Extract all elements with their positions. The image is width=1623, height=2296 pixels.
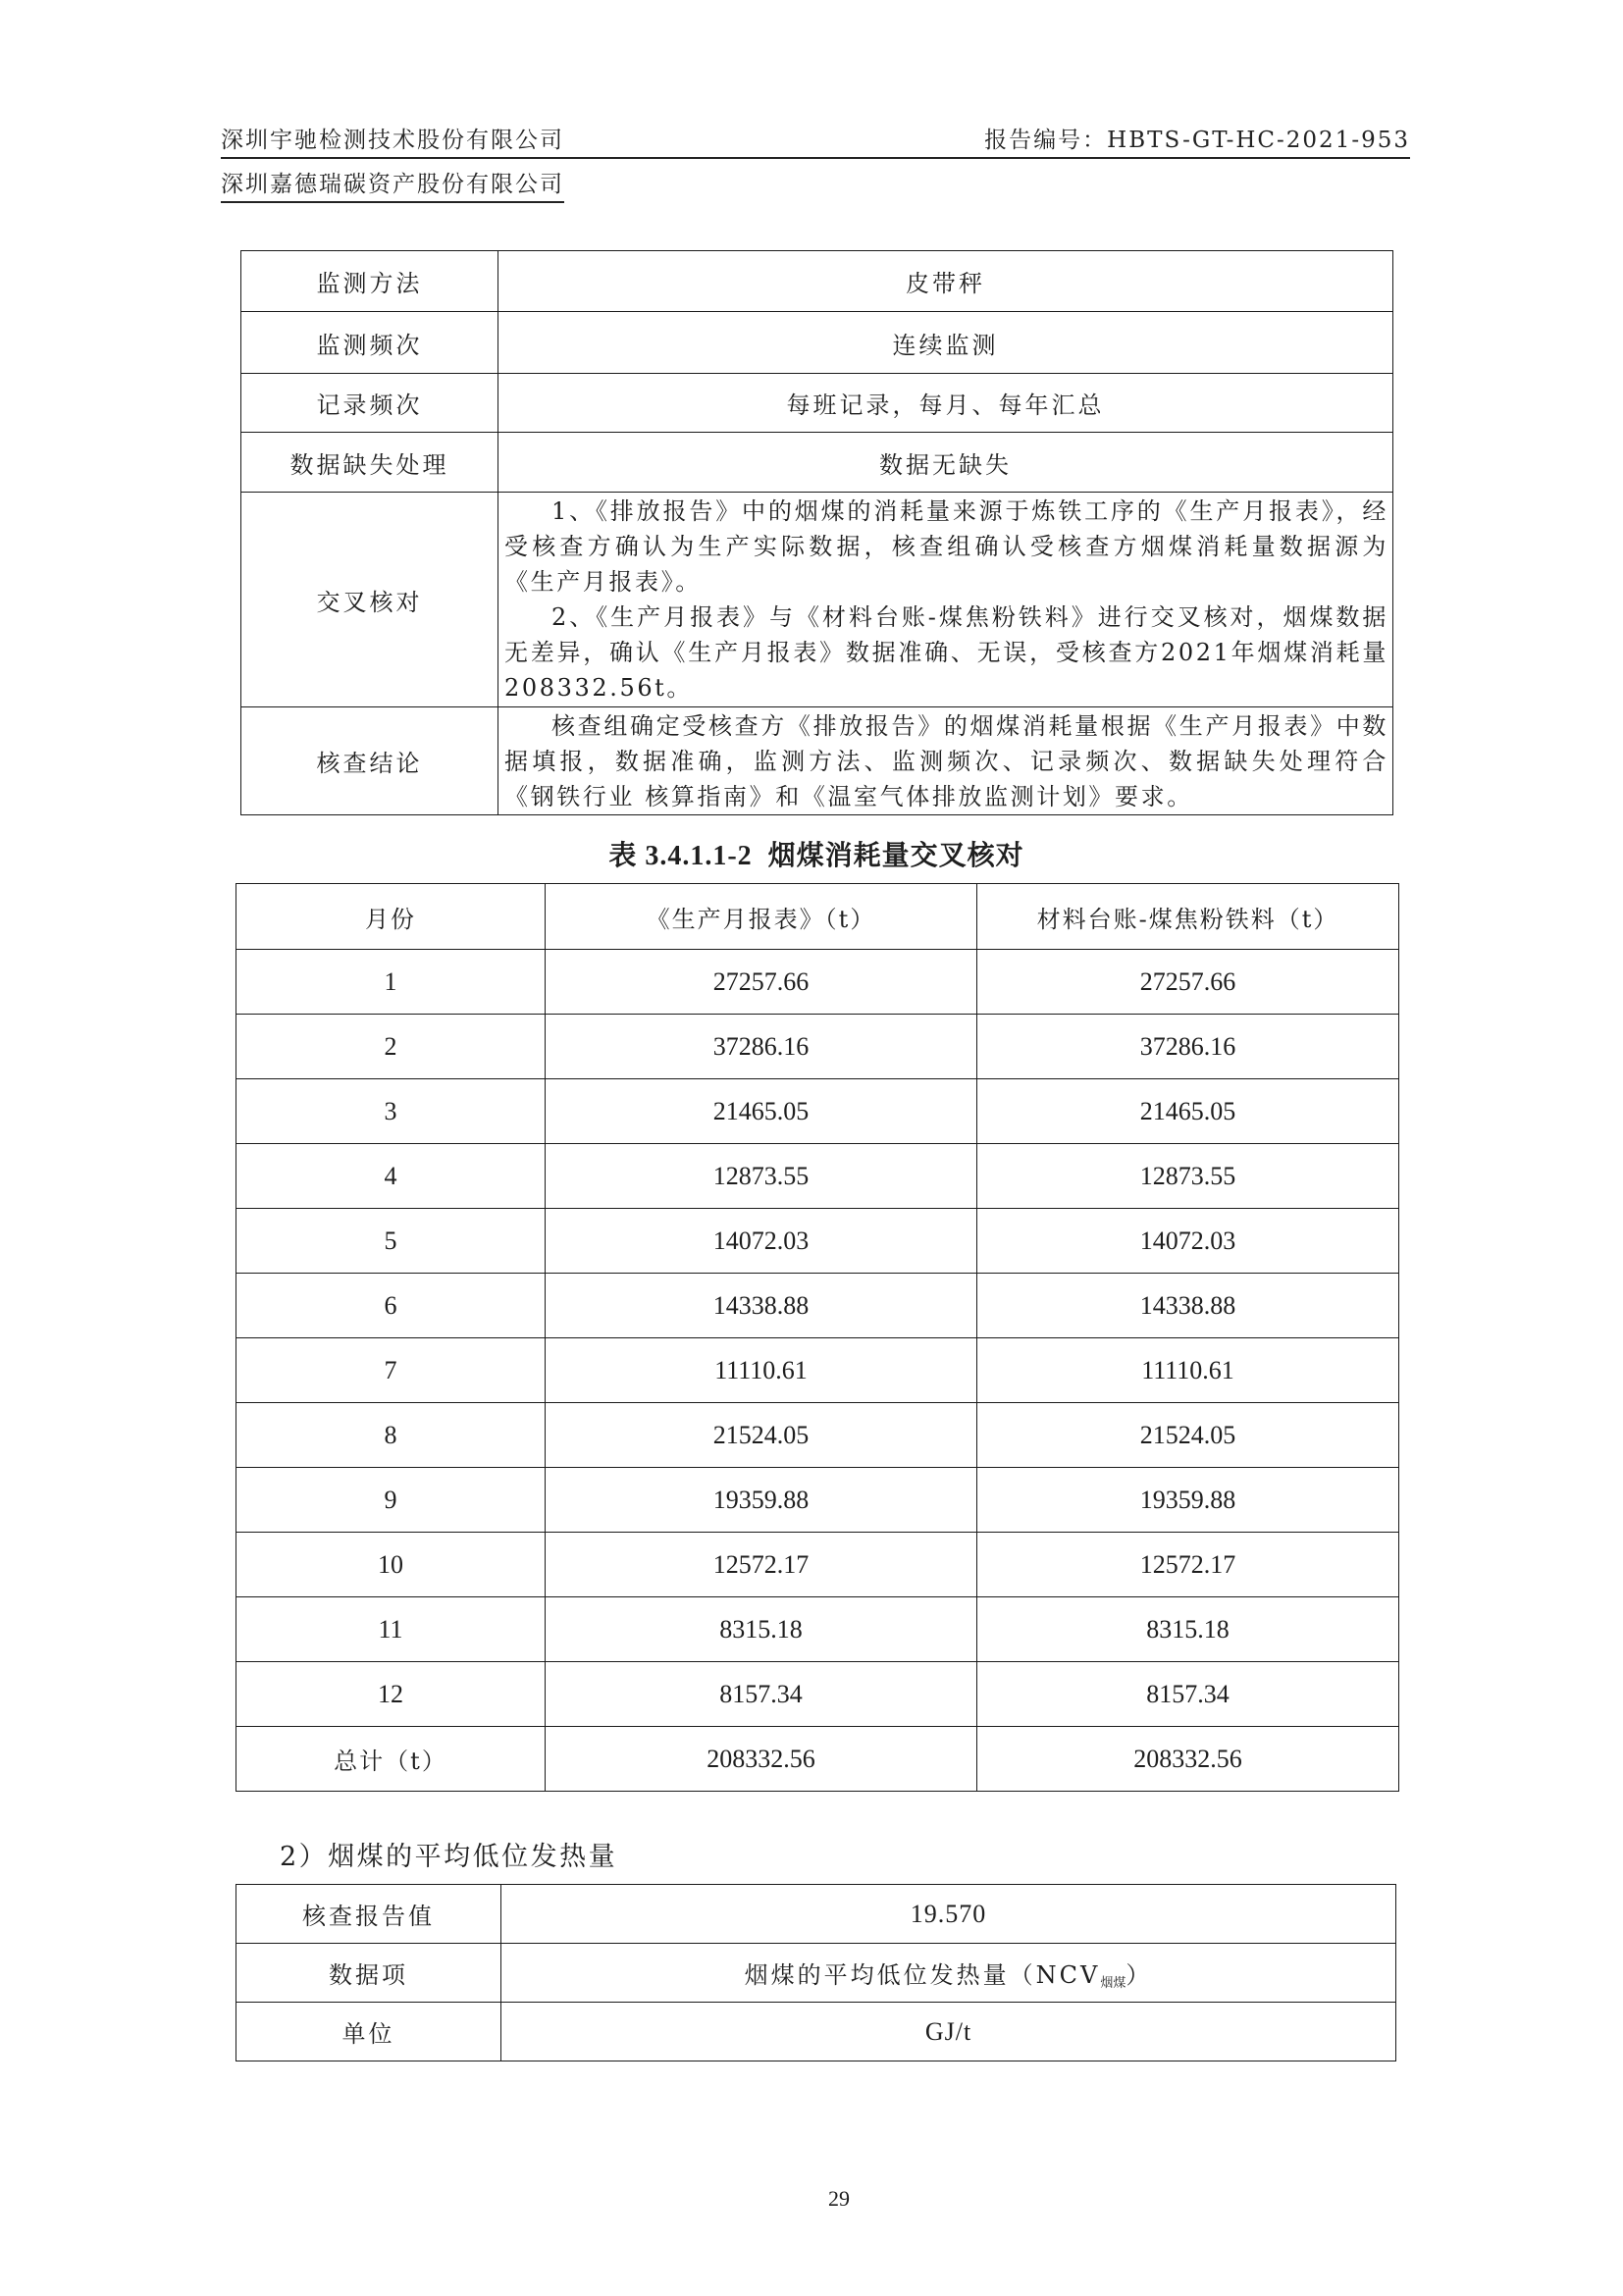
table-row xyxy=(236,1662,1399,1727)
table-row xyxy=(236,1468,1399,1533)
cell-report: 21524.05 xyxy=(546,1403,977,1468)
table-row xyxy=(236,1015,1399,1079)
table-row xyxy=(236,950,1399,1015)
cell-month: 1 xyxy=(236,950,546,1015)
table-row xyxy=(241,707,1393,815)
cell-report: 37286.16 xyxy=(546,1015,977,1079)
total-label: 总计（t） xyxy=(236,1727,546,1792)
total-report: 208332.56 xyxy=(546,1727,977,1792)
data-item-text: 烟煤的平均低位发热量（NCV xyxy=(744,1960,1101,1989)
conclusion-text xyxy=(498,707,1393,815)
cell-month: 10 xyxy=(236,1533,546,1597)
cross-check-paragraph-2: 2、《生产月报表》与《材料台账-煤焦粉铁料》进行交叉核对，烟煤数据无差异，确认《生产月报表》数据准确、无误，受核查方2021年烟煤消耗量208332.56t。 xyxy=(504,603,1388,702)
row-label: 监测频次 xyxy=(241,312,498,374)
table-row xyxy=(236,1597,1399,1662)
data-item-suffix: ） xyxy=(1126,1960,1153,1989)
table-header-row xyxy=(236,884,1399,950)
table-total-row xyxy=(236,1727,1399,1792)
table-caption: 表 3.4.1.1-2 烟煤消耗量交叉核对 xyxy=(608,841,1024,871)
monthly-consumption-table xyxy=(236,883,1399,1792)
cross-check-paragraph-1: 1、《排放报告》中的烟煤的消耗量来源于炼铁工序的《生产月报表》，经受核查方确认为生产实际数据，核查组确认受核查方烟煤消耗量数据源为《生产月报表》。 xyxy=(504,497,1388,596)
conclusion-paragraph: 核查组确定受核查方《排放报告》的烟煤消耗量根据《生产月报表》中数据填报，数据准确，监测方法、监测频次、记录频次、数据缺失处理符合《钢铁行业 核算指南》和《温室气体排放监测计划》要求。 xyxy=(504,711,1388,810)
cell-month: 6 xyxy=(236,1274,546,1338)
cell-report: 12873.55 xyxy=(546,1144,977,1209)
row-label: 监测方法 xyxy=(241,251,498,312)
row-value: 19.570 xyxy=(501,1885,1396,1944)
cell-ledger: 14072.03 xyxy=(977,1209,1399,1274)
table-row xyxy=(236,1274,1399,1338)
row-label: 单位 xyxy=(236,2003,501,2061)
cell-month: 9 xyxy=(236,1468,546,1533)
row-label: 数据缺失处理 xyxy=(241,433,498,493)
cell-report: 11110.61 xyxy=(546,1338,977,1403)
table-row xyxy=(241,312,1393,374)
row-value: 连续监测 xyxy=(498,312,1393,374)
row-value: 数据无缺失 xyxy=(498,433,1393,493)
column-header-month: 月份 xyxy=(236,884,546,950)
cell-ledger: 37286.16 xyxy=(977,1015,1399,1079)
table-row xyxy=(241,374,1393,433)
cell-ledger: 12572.17 xyxy=(977,1533,1399,1597)
table-row xyxy=(236,1209,1399,1274)
cell-month: 4 xyxy=(236,1144,546,1209)
data-item-subscript: 烟煤 xyxy=(1100,1975,1126,1991)
header-report-number: 报告编号：HBTS-GT-HC-2021-953 xyxy=(984,128,1410,153)
section-heading: 2）烟煤的平均低位发热量 xyxy=(280,1842,618,1872)
cell-month: 12 xyxy=(236,1662,546,1727)
table-row xyxy=(236,1079,1399,1144)
cell-ledger: 8315.18 xyxy=(977,1597,1399,1662)
cell-ledger: 11110.61 xyxy=(977,1338,1399,1403)
cell-month: 5 xyxy=(236,1209,546,1274)
cell-report: 14072.03 xyxy=(546,1209,977,1274)
table-row xyxy=(236,1403,1399,1468)
verification-info-table xyxy=(240,250,1393,815)
table-row xyxy=(236,1144,1399,1209)
cell-report: 8157.34 xyxy=(546,1662,977,1727)
cell-report: 8315.18 xyxy=(546,1597,977,1662)
cell-month: 8 xyxy=(236,1403,546,1468)
row-value xyxy=(501,1944,1396,2003)
cell-report: 27257.66 xyxy=(546,950,977,1015)
header-company-2: 深圳嘉德瑞碳资产股份有限公司 xyxy=(221,172,564,197)
page-number: 29 xyxy=(828,2186,850,2211)
cell-report: 21465.05 xyxy=(546,1079,977,1144)
column-header-ledger: 材料台账-煤焦粉铁料（t） xyxy=(977,884,1399,950)
cell-ledger: 8157.34 xyxy=(977,1662,1399,1727)
cross-check-label: 交叉核对 xyxy=(241,493,498,707)
cell-ledger: 27257.66 xyxy=(977,950,1399,1015)
row-value: 皮带秤 xyxy=(498,251,1393,312)
conclusion-label: 核查结论 xyxy=(241,707,498,815)
cell-month: 11 xyxy=(236,1597,546,1662)
row-label: 核查报告值 xyxy=(236,1885,501,1944)
table-row xyxy=(236,2003,1396,2061)
cell-month: 2 xyxy=(236,1015,546,1079)
row-label: 记录频次 xyxy=(241,374,498,433)
table-row xyxy=(241,251,1393,312)
cell-report: 19359.88 xyxy=(546,1468,977,1533)
cell-ledger: 19359.88 xyxy=(977,1468,1399,1533)
header-rule xyxy=(221,157,1410,159)
header-rule-2 xyxy=(221,201,564,203)
total-ledger: 208332.56 xyxy=(977,1727,1399,1792)
table-row xyxy=(236,1944,1396,2003)
table-row xyxy=(241,433,1393,493)
cell-report: 14338.88 xyxy=(546,1274,977,1338)
cross-check-text xyxy=(498,493,1393,707)
cell-ledger: 21465.05 xyxy=(977,1079,1399,1144)
cell-report: 12572.17 xyxy=(546,1533,977,1597)
cell-ledger: 21524.05 xyxy=(977,1403,1399,1468)
cell-ledger: 14338.88 xyxy=(977,1274,1399,1338)
table-row xyxy=(236,1885,1396,1944)
row-label: 数据项 xyxy=(236,1944,501,2003)
cell-month: 7 xyxy=(236,1338,546,1403)
table-row xyxy=(236,1533,1399,1597)
cell-month: 3 xyxy=(236,1079,546,1144)
row-value: 每班记录，每月、每年汇总 xyxy=(498,374,1393,433)
table-row xyxy=(236,1338,1399,1403)
table-row xyxy=(241,493,1393,707)
header-company-1: 深圳宇驰检测技术股份有限公司 xyxy=(221,128,564,153)
cell-ledger: 12873.55 xyxy=(977,1144,1399,1209)
column-header-report: 《生产月报表》（t） xyxy=(546,884,977,950)
ncv-table xyxy=(236,1884,1396,2061)
row-value: GJ/t xyxy=(501,2003,1396,2061)
